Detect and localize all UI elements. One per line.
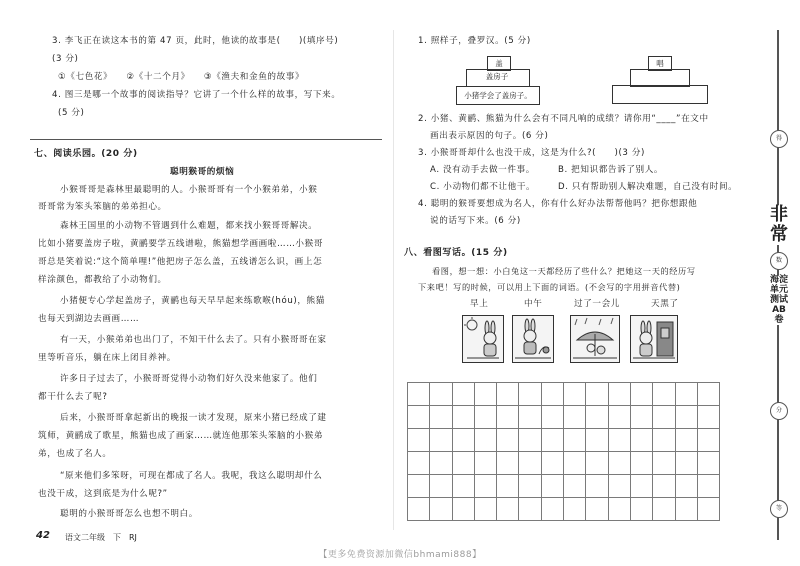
passage-title: 聪明猴哥的烦恼 <box>170 167 235 177</box>
picture-noon <box>512 315 554 363</box>
spine-mark: 得 <box>770 130 788 148</box>
word-bank-item: 早上 <box>470 299 489 309</box>
brand-logo: 非常 <box>766 205 792 245</box>
section7-heading: 七、阅读乐园。(20 分) <box>34 149 138 159</box>
spine-mark: 等 <box>770 500 788 518</box>
spine-mark: 分 <box>770 402 788 420</box>
word-bank-item: 天黑了 <box>651 299 679 309</box>
right-q3-stem: 3. 小猴哥哥却什么也没干成，这是为什么?( )(3 分) <box>418 148 645 158</box>
answer-line <box>30 139 382 140</box>
series-title <box>770 275 788 325</box>
passage-line: 弟，也成了名人。 <box>38 449 112 459</box>
right-q3-option-b: B. 把知识都告诉了别人。 <box>558 165 664 175</box>
passage-line: 哥哥常为笨头笨脑的弟弟担心。 <box>38 202 167 212</box>
section8-instruction-2: 下来吧！写的时候，可以用上下面的词语。(不会写的字用拼音代替) <box>418 282 681 292</box>
spine-mark: 数 <box>770 252 788 270</box>
passage-line: 都干什么去了呢? <box>38 392 108 402</box>
writing-grid[interactable] <box>407 382 720 521</box>
rabbit-home-illustration <box>631 316 677 362</box>
right-q3-option-a: A. 没有动手去做一件事。 <box>430 165 535 175</box>
left-q4-stem: 4. 图三是哪一个故事的阅读指导？它讲了一个什么样的故事，写下来。 <box>52 90 341 100</box>
series-title-text: 海淀单元测试AB卷 <box>770 275 789 325</box>
left-q3-points: (3 分) <box>52 54 79 64</box>
passage-line: 小猪便专心学起盖房子，黄鹂也每天早早起来练歌喉(hóu)，熊猫 <box>60 296 325 306</box>
right-q2-line2: 画出表示原因的句子。(6 分) <box>430 131 549 141</box>
right-q2-line1: 2. 小猪、黄鹂、熊猫为什么会有不同凡响的成绩？请你用“____”在文中 <box>418 114 709 124</box>
passage-line: 森林王国里的小动物不管遇到什么难题，都来找小猴哥哥解决。 <box>60 221 318 231</box>
section8-instruction-1: 看图，想一想：小白兔这一天都经历了些什么？把她这一天的经历写 <box>432 266 696 276</box>
right-q3-option-c: C. 小动物们都不让他干。 <box>430 182 536 192</box>
stack-mid-phrase: 盖房子 <box>485 72 509 81</box>
page-fold <box>393 30 394 530</box>
passage-line: 样涂颜色，都教给了小动物们。 <box>38 275 167 285</box>
right-q3-option-d: D. 只有帮助别人解决难题，自己没有时间。 <box>558 182 738 192</box>
blank-bottom-stage <box>612 85 708 104</box>
right-q4-line2: 说的话写下来。(6 分) <box>430 216 521 226</box>
passage-line: 小猴哥哥是森林里最聪明的人。小猴哥哥有一个小猴弟弟，小猴 <box>60 185 318 195</box>
stack-bottom-sentence: 小猪学会了盖房子。 <box>456 86 540 105</box>
passage-line: 聪明的小猴哥哥怎么也想不明白。 <box>60 509 198 519</box>
passage-line: 筑师，黄鹂成了歌星，熊猫也成了画家……就连他那笨头笨脑的小猴弟 <box>38 431 324 441</box>
section8-heading: 八、看图写话。(15 分) <box>404 248 508 258</box>
rabbit-picking-illustration <box>513 316 553 362</box>
rain-leaf-illustration <box>571 316 619 362</box>
passage-line: 也每天到湖边去画画…… <box>38 314 140 324</box>
left-q3-options: ①《七色花》 ②《十二个月》 ③《渔夫和金鱼的故事》 <box>58 72 305 82</box>
page-number: 42 <box>36 530 50 541</box>
word-bank-item: 中午 <box>524 299 543 309</box>
right-q1-stem: 1. 照样子，叠罗汉。(5 分) <box>418 36 531 46</box>
blank-top-word: 唱 <box>648 56 672 71</box>
watermark: 【更多免费资源加微信bhmami888】 <box>318 550 482 560</box>
passage-line: 有一天，小猴弟弟也出门了，不知干什么去了。只有小猴哥哥在家 <box>60 335 327 345</box>
right-q4-line1: 4. 聪明的猴哥要想成为名人，你有什么好办法帮帮他吗？把你想跟他 <box>418 199 698 209</box>
passage-line: 许多日子过去了，小猴哥哥觉得小动物们好久没来他家了。他们 <box>60 374 318 384</box>
rabbit-sun-illustration <box>463 316 503 362</box>
passage-line: 里等听音乐，躺在床上闭目养神。 <box>38 353 176 363</box>
word-bank-item: 过了一会儿 <box>574 299 620 309</box>
passage-line: 也没干成，这到底是为什么呢?” <box>38 489 168 499</box>
passage-line: “原来他们多笨呀，可现在都成了名人。我呢，我这么聪明却什么 <box>60 471 323 481</box>
picture-night <box>630 315 678 363</box>
passage-line: 比如小猪要盖房子啦，黄鹂要学五线谱啦，熊猫想学画画啦……小猴哥 <box>38 239 324 249</box>
book-label: 语文二年级 下 RJ <box>65 533 137 542</box>
passage-line: 后来，小猴哥哥拿起新出的晚报一读才发现，原来小猪已经成了建 <box>60 413 327 423</box>
book-spine <box>758 30 800 540</box>
left-q3-stem: 3. 李飞正在读这本书的第 47 页，此时，他读的故事是( )(填序号) <box>52 36 339 46</box>
stack-top-word: 盖 <box>487 56 511 71</box>
passage-line: 哥总是笑着说:“这个简单哩!”他把房子怎么盖，五线谱怎么识，画上怎 <box>38 257 323 267</box>
picture-rain <box>570 315 620 363</box>
left-q4-points: (5 分) <box>58 108 85 118</box>
picture-morning <box>462 315 504 363</box>
